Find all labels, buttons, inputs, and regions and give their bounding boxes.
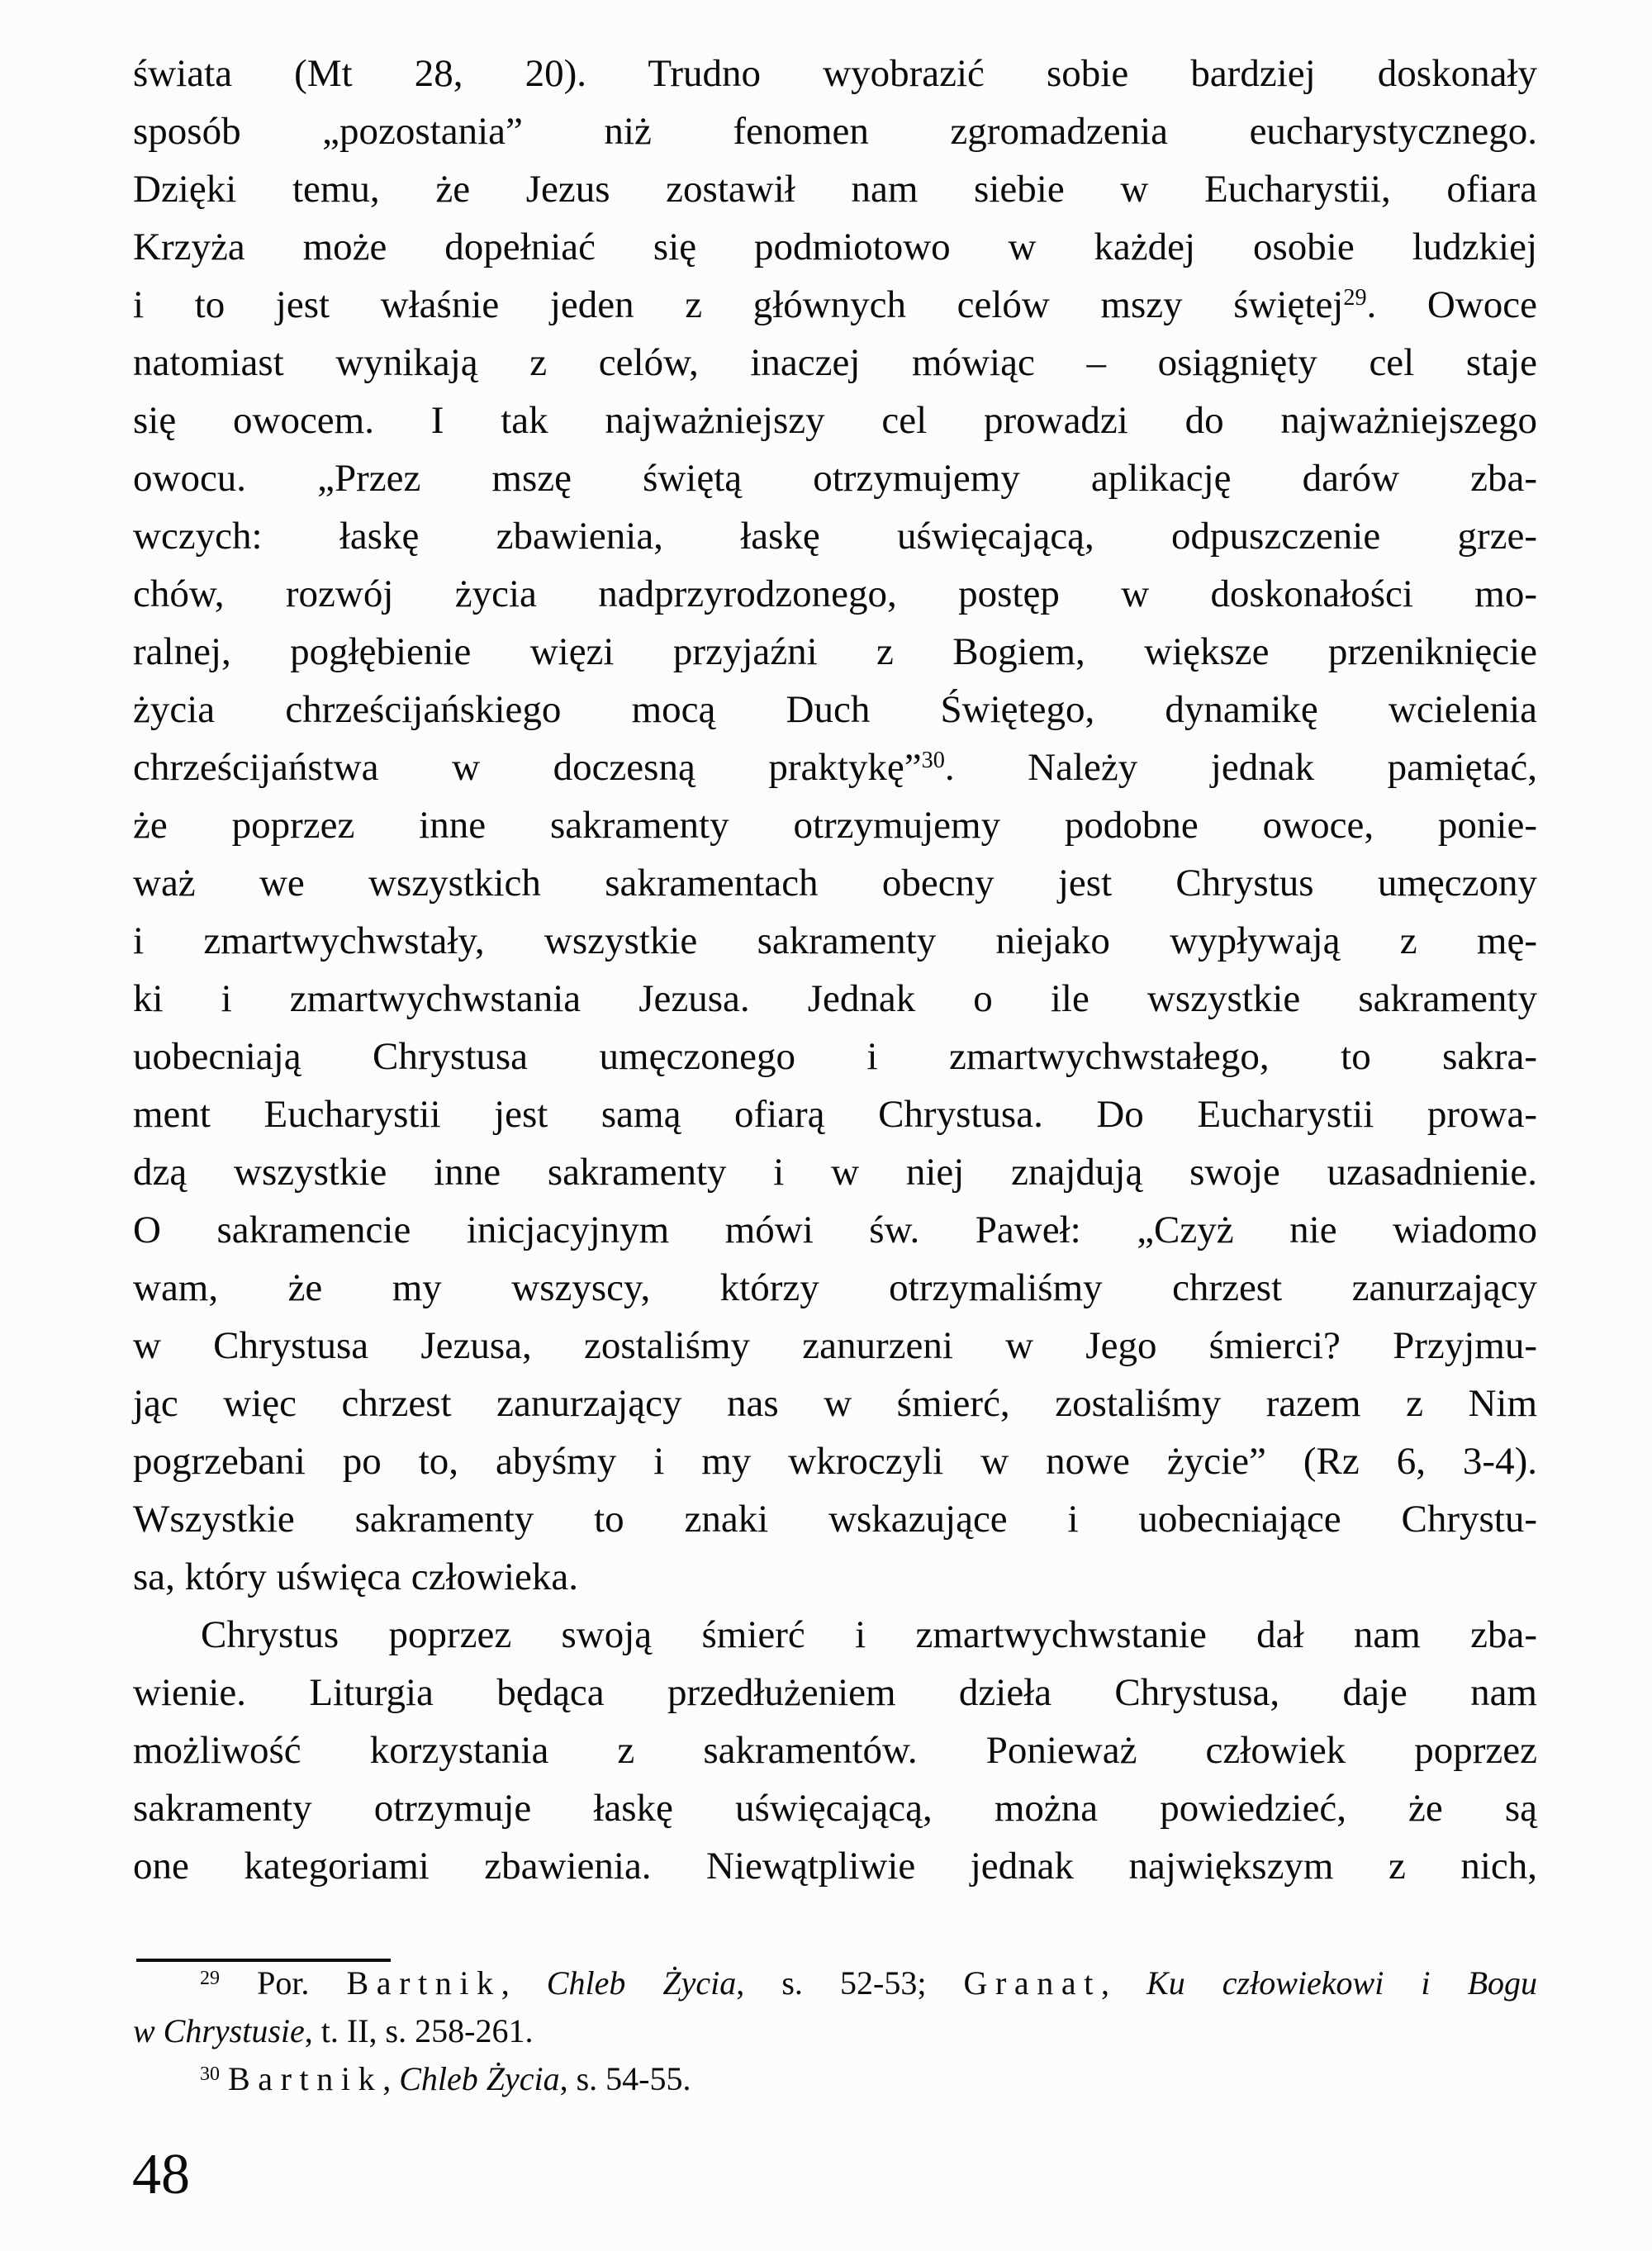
text-segment: wienie. Liturgia będąca przedłużeniem dzieła Chrystusa, daje nam: [133, 1671, 1537, 1714]
text-segment: one kategoriami zbawienia. Niewątpliwie jednak największym z nich,: [133, 1845, 1537, 1888]
text-segment: ,: [1100, 1964, 1147, 2002]
body-line: [133, 1606, 1537, 1664]
text-segment: możliwość korzystania z sakramentów. Ponieważ człowiek poprzez: [133, 1729, 1537, 1772]
body-paragraph: [133, 45, 1537, 1606]
text-segment: ,: [382, 2060, 400, 2097]
text-segment: Chleb Życia: [399, 2060, 560, 2097]
body-line: [133, 1375, 1537, 1432]
body-line: [133, 1317, 1537, 1375]
text-segment: [220, 2060, 228, 2097]
footnote-line: [133, 1959, 1537, 2007]
body-line: [133, 1143, 1537, 1201]
text-segment: Bartnik: [228, 2060, 383, 2097]
text-segment: i zmartwychwstały, wszystkie sakramenty niejako wypływają z mę-: [133, 919, 1537, 962]
body-line: [133, 1259, 1537, 1317]
text-segment: uobecniają Chrystusa umęczonego i zmartwychwstałego, to sakra-: [133, 1035, 1537, 1078]
body-line: [133, 796, 1537, 854]
body-line: [133, 1201, 1537, 1259]
text-segment: Por.: [220, 1964, 347, 2002]
body-line: [133, 1028, 1537, 1085]
text-segment: wczych: łaskę zbawienia, łaskę uświęcającą, odpuszczenie grze-: [133, 515, 1537, 558]
body-line: [133, 738, 1537, 796]
body-line: [133, 276, 1537, 334]
body-line: [133, 218, 1537, 276]
text-segment: . Należy jednak pamiętać,: [944, 746, 1537, 789]
page-number: 48: [132, 2143, 190, 2206]
body-line: [133, 102, 1537, 160]
body-line: [133, 912, 1537, 970]
text-segment: Bartnik: [346, 1964, 501, 2002]
text-segment: pogrzebani po to, abyśmy i my wkroczyli w nowe życie” (Rz 6, 3-4).: [133, 1440, 1537, 1483]
footnote-reference-superscript: 29: [200, 1967, 220, 1989]
footnote-reference-superscript: 30: [921, 748, 945, 774]
text-segment: w Chrystusie: [133, 2012, 305, 2049]
text-segment: się owocem. I tak najważniejszy cel prowadzi do najważniejszego: [133, 399, 1537, 442]
text-segment: i to jest właśnie jeden z głównych celów mszy świętej: [133, 283, 1344, 326]
text-segment: ,: [501, 1964, 547, 2002]
text-segment: w Chrystusa Jezusa, zostaliśmy zanurzeni w Jego śmierci? Przyjmu-: [133, 1324, 1537, 1367]
text-segment: owocu. „Przez mszę świętą otrzymujemy aplikację darów zba-: [133, 457, 1537, 500]
footnote-reference-superscript: 29: [1343, 285, 1367, 311]
body-line: [133, 507, 1537, 565]
body-line: [133, 623, 1537, 681]
text-segment: Ku człowiekowi i Bogu: [1146, 1964, 1538, 2002]
text-segment: . Owoce: [1366, 283, 1537, 326]
body-line: [133, 160, 1537, 218]
body-line: [133, 45, 1537, 102]
footnote-line: [133, 2007, 1537, 2055]
body-paragraph: [133, 1606, 1537, 1895]
text-segment: ralnej, pogłębienie więzi przyjaźni z Bogiem, większe przeniknięcie: [133, 630, 1537, 673]
footnotes: [133, 1959, 1537, 2103]
text-segment: Dzięki temu, że Jezus zostawił nam siebie w Eucharystii, ofiara: [133, 168, 1537, 211]
body-line: [133, 565, 1537, 623]
text-segment: Granat: [963, 1964, 1101, 2002]
body-line: [133, 1548, 1537, 1606]
body-line: [133, 392, 1537, 449]
text-segment: sposób „pozostania” niż fenomen zgromadzenia eucharystycznego.: [133, 110, 1537, 153]
body-line: [133, 449, 1537, 507]
text-segment: ki i zmartwychwstania Jezusa. Jednak o ile wszystkie sakramenty: [133, 977, 1537, 1020]
text-segment: sakramenty otrzymuje łaskę uświęcającą, można powiedzieć, że są: [133, 1787, 1537, 1830]
text-segment: życia chrześcijańskiego mocą Duch Świętego, dynamikę wcielenia: [133, 688, 1537, 731]
footnote: [133, 2055, 1537, 2103]
text-segment: Chleb Życia: [546, 1964, 737, 2002]
text-segment: O sakramencie inicjacyjnym mówi św. Paweł: „Czyż nie wiadomo: [133, 1209, 1537, 1251]
text-segment: jąc więc chrzest zanurzający nas w śmierć, zostaliśmy razem z Nim: [133, 1382, 1537, 1425]
text-segment: ment Eucharystii jest samą ofiarą Chrystusa. Do Eucharystii prowa-: [133, 1093, 1537, 1136]
text-segment: świata (Mt 28, 20). Trudno wyobrazić sobie bardziej doskonały: [133, 52, 1537, 95]
text-segment: , t. II, s. 258-261.: [304, 2012, 534, 2049]
body-line: [133, 1779, 1537, 1837]
text-segment: dzą wszystkie inne sakramenty i w niej znajdują swoje uzasadnienie.: [133, 1151, 1537, 1194]
body-line: [133, 854, 1537, 912]
body-line: [133, 1432, 1537, 1490]
footnote: [133, 1959, 1537, 2055]
text-segment: chów, rozwój życia nadprzyrodzonego, postęp w doskonałości mo-: [133, 572, 1537, 615]
body-line: [133, 970, 1537, 1028]
body-line: [133, 1721, 1537, 1779]
text-segment: Chrystus poprzez swoją śmierć i zmartwychwstanie dał nam zba-: [201, 1613, 1537, 1656]
text-segment: sa, który uświęca człowieka.: [133, 1555, 578, 1598]
body-line: [133, 334, 1537, 392]
text-segment: wam, że my wszyscy, którzy otrzymaliśmy chrzest zanurzający: [133, 1266, 1537, 1309]
body-line: [133, 1085, 1537, 1143]
body-text: [133, 45, 1537, 1895]
text-segment: , s. 54-55.: [559, 2060, 691, 2097]
body-line: [133, 681, 1537, 738]
body-line: [133, 1490, 1537, 1548]
footnote-reference-superscript: 30: [200, 2063, 220, 2085]
text-segment: , s. 52-53;: [736, 1964, 964, 2002]
footnote-line: [133, 2055, 1537, 2103]
text-segment: że poprzez inne sakramenty otrzymujemy podobne owoce, ponie-: [133, 804, 1537, 847]
body-line: [133, 1837, 1537, 1895]
text-segment: chrześcijaństwa w doczesną praktykę”: [133, 746, 922, 789]
body-line: [133, 1664, 1537, 1721]
text-segment: natomiast wynikają z celów, inaczej mówiąc – osiągnięty cel staje: [133, 341, 1537, 384]
text-segment: Wszystkie sakramenty to znaki wskazujące i uobecniające Chrystu-: [133, 1498, 1537, 1541]
text-segment: Krzyża może dopełniać się podmiotowo w każdej osobie ludzkiej: [133, 226, 1537, 268]
text-segment: waż we wszystkich sakramentach obecny jest Chrystus umęczony: [133, 862, 1537, 905]
